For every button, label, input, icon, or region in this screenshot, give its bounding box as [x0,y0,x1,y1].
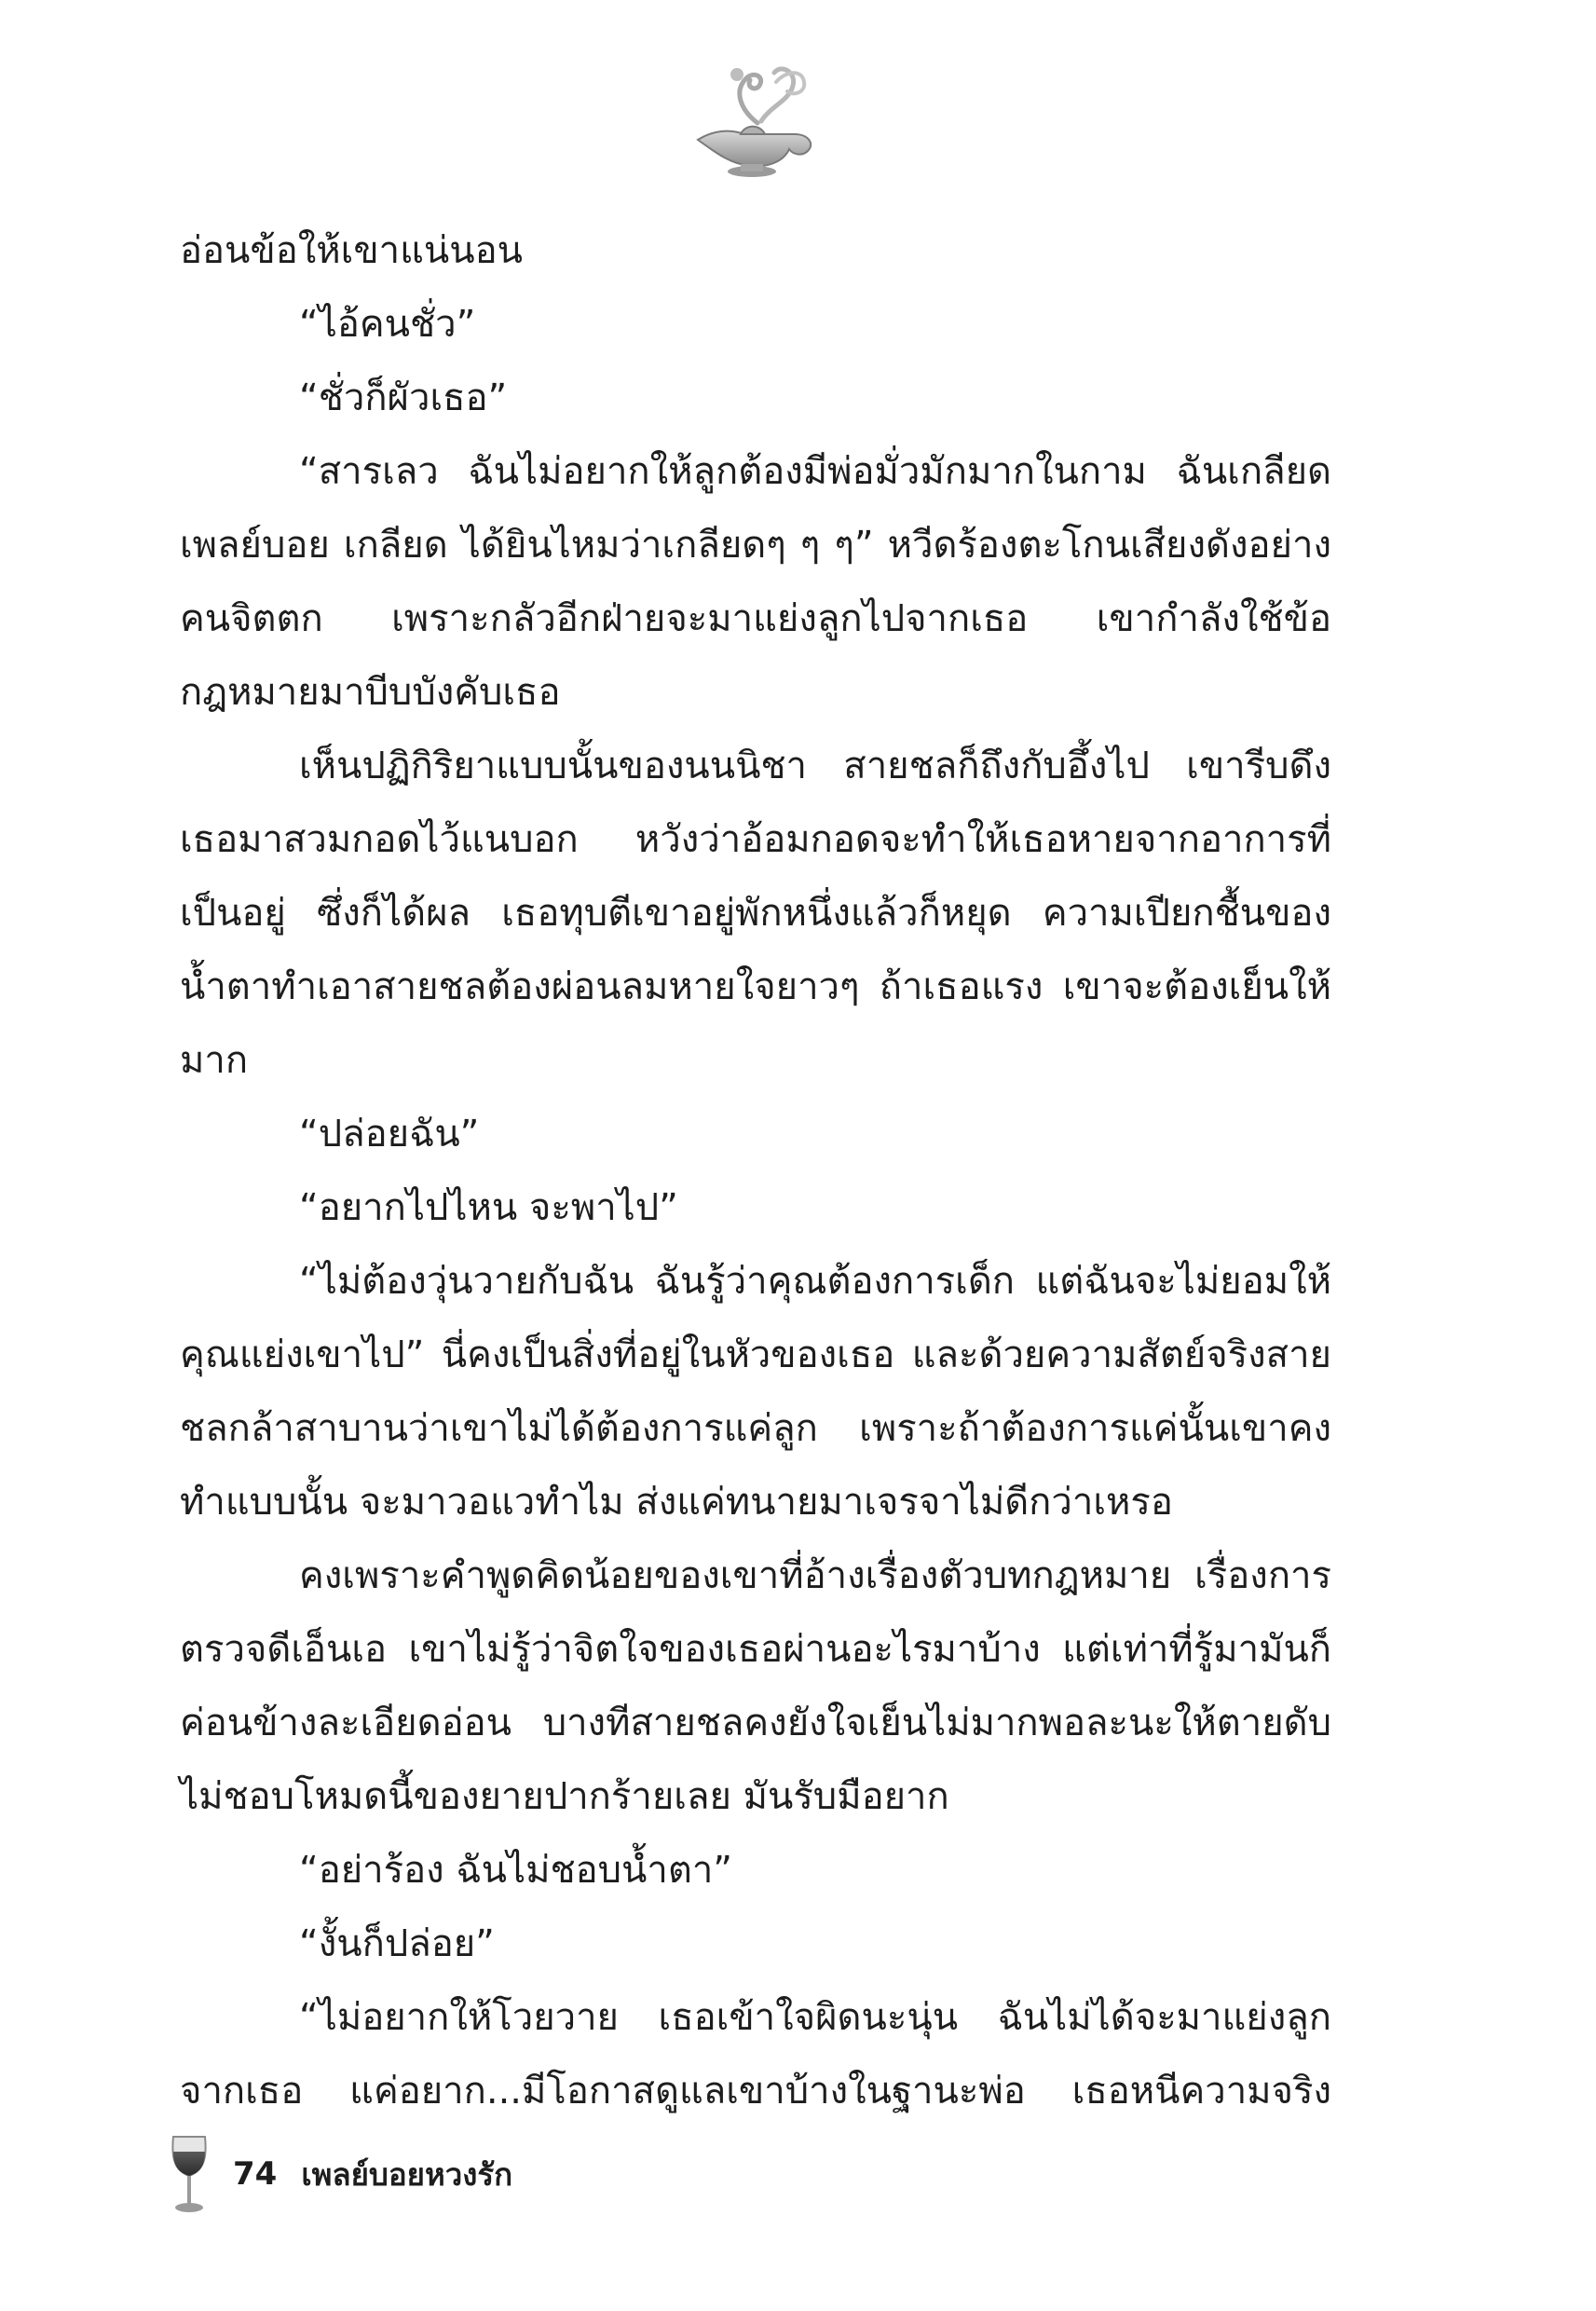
paragraph-12: “ไม่อยากให้โวยวาย เธอเข้าใจผิดนะนุ่น ฉันไม่ได้จะมาแย่งลูกจากเธอ แค่อยาก...มีโอกาสดูแลเขาบ้างในฐานะพ่อ เธอหนีความจริง [180,1996,1331,2113]
paragraph-10: “อย่าร้อง ฉันไม่ชอบน้ำตา” [299,1849,732,1892]
genie-lamp-icon [685,54,820,180]
book-title: เพลย์บอยหวงรัก [301,2155,513,2193]
paragraph-8: “ไม่ต้องวุ่นวายกับฉัน ฉันรู้ว่าคุณต้องการเด็ก แต่ฉันจะไม่ยอมให้คุณแย่งเขาไป” นี่คงเป็นสิ่งที่อยู่ในหัวของเธอ และด้วยความสัตย์จริงสายชลกล้าสาบานว่าเขาไม่ได้ต้องการแค่ลูก เพราะถ้าต้องการแค่นั้นเขาคงทำแบบนั้น จะมาวอแวทำไม ส่งแค่ทนายมาเจรจาไม่ดีกว่าเหรอ [180,1260,1331,1524]
paragraph-4: “สารเลว ฉันไม่อยากให้ลูกต้องมีพ่อมั่วมักมากในกาม ฉันเกลียดเพลย์บอย เกลียด ได้ยินไหมว่าเกลียดๆ ๆ ๆ” หวีดร้องตะโกนเสียงดังอย่างคนจิตตก เพราะกลัวอีกฝ่ายจะมาแย่งลูกไปจากเธอ เขากำลังใช้ข้อกฎหมายมาบีบบังคับเธอ [180,450,1331,714]
page-number: 74 [233,2155,278,2193]
paragraph-6: “ปล่อยฉัน” [299,1113,480,1156]
paragraph-2: “ไอ้คนชั่ว” [299,303,476,346]
paragraph-1: อ่อนข้อให้เขาแน่นอน [180,229,523,272]
page-footer [168,2132,512,2216]
wine-glass-icon [168,2133,211,2215]
paragraph-5: เห็นปฏิกิริยาแบบนั้นของนนนิชา สายชลก็ถึงกับอึ้งไป เขารีบดึงเธอมาสวมกอดไว้แนบอก หวังว่าอ้อมกอดจะทำให้เธอหายจากอาการที่เป็นอยู่ ซึ่งก็ได้ผล เธอทุบตีเขาอยู่พักหนึ่งแล้วก็หยุด ความเปียกชื้นของน้ำตาทำเอาสายชลต้องผ่อนลมหายใจยาวๆ ถ้าเธอแรง เขาจะต้องเย็นให้มาก [180,745,1331,1082]
paragraph-11: “งั้นก็ปล่อย” [299,1922,495,1965]
paragraph-3: “ชั่วก็ผัวเธอ” [299,376,508,419]
paragraph-9: คงเพราะคำพูดคิดน้อยของเขาที่อ้างเรื่องตัวบทกฎหมาย เรื่องการตรวจดีเอ็นเอ เขาไม่รู้ว่าจิตใจของเธอผ่านอะไรมาบ้าง แต่เท่าที่รู้มามันก็ค่อนข้างละเอียดอ่อน บางทีสายชลคงยังใจเย็นไม่มากพอละนะให้ตายดับ ไม่ชอบโหมดนี้ของยายปากร้ายเลย มันรับมือยาก [180,1554,1331,1818]
paragraph-7: “อยากไปไหน จะพาไป” [299,1186,678,1229]
body-text [180,214,1331,2128]
